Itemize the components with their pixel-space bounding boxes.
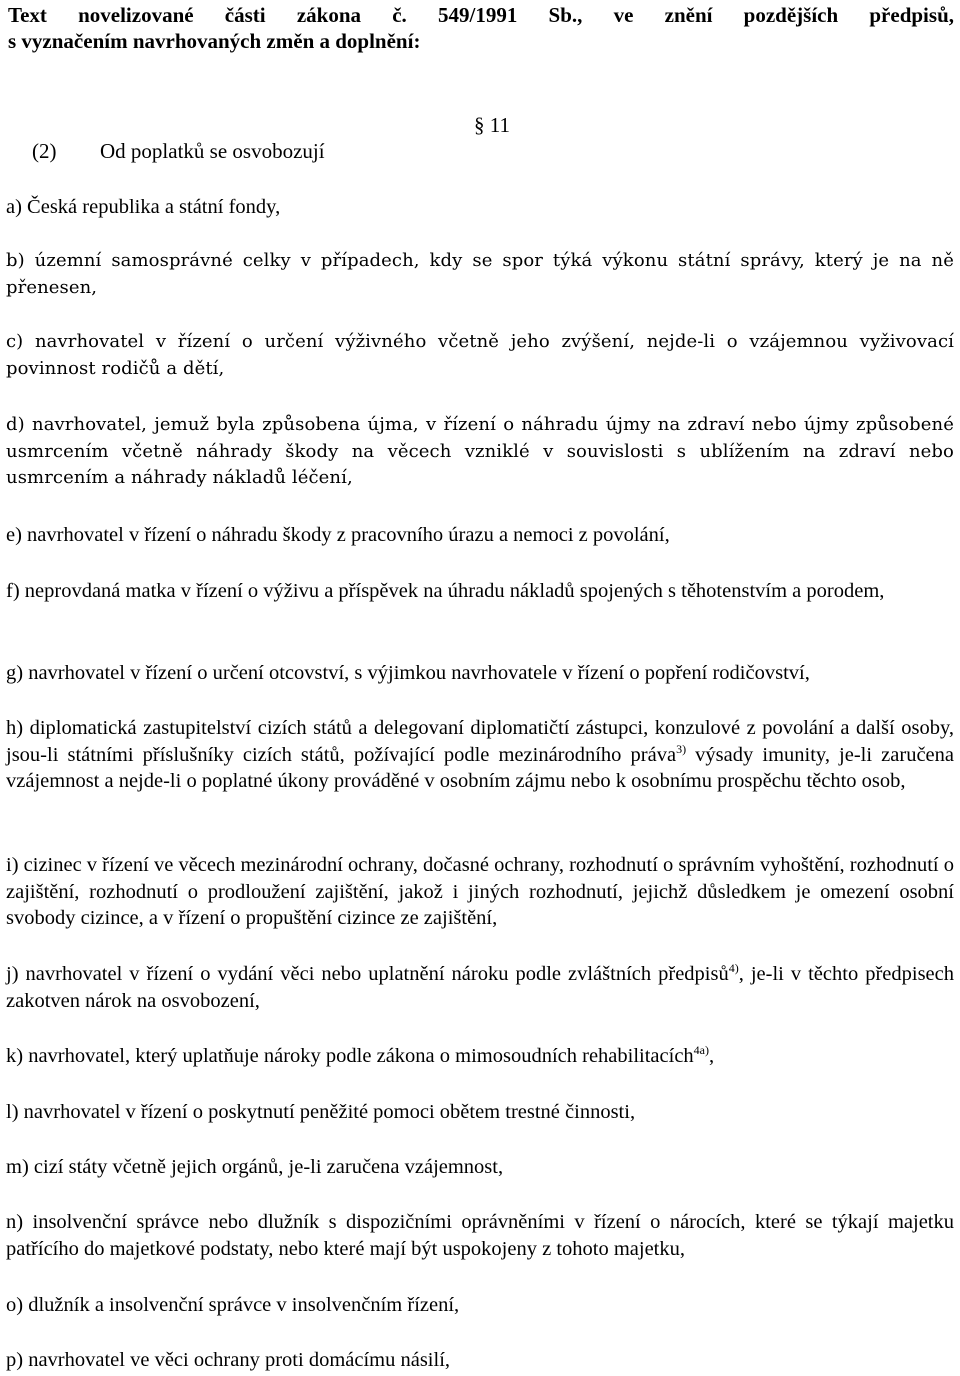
list-item-o: o) dlužník a insolvenční správce v insolvenčním řízení,	[6, 1294, 460, 1316]
footnote-ref-4: 4)	[728, 961, 739, 976]
list-item-k-text-end: ,	[709, 1045, 715, 1067]
list-item-j-text-end: , je-li v těchto předpisech zakotven nárok na osvobození,	[6, 963, 954, 1012]
list-item-h-text-end: výsady imunity, je-li zaručena vzájemnost a nejde-li o poplatné úkony prováděné v osobním zájmu nebo k osobnímu prospěchu těchto osob,	[6, 743, 954, 792]
list-item-k-text: k) navrhovatel, který uplatňuje nároky podle zákona o mimosoudních rehabilitacích	[6, 1045, 694, 1067]
document-heading	[8, 2, 954, 54]
list-item-a: a) Česká republika a státní fondy,	[6, 196, 281, 218]
list-item-j-text: j) navrhovatel v řízení o vydání věci nebo uplatnění nároku podle zvláštních předpisů	[6, 963, 729, 985]
list-item-m: m) cizí státy včetně jejich orgánů, je-li zaručena vzájemnost,	[6, 1156, 504, 1178]
paragraph-intro-text: Od poplatků se osvobozují	[100, 139, 325, 163]
list-item-p: p) navrhovatel ve věci ochrany proti domácímu násilí,	[6, 1349, 451, 1371]
list-item-b: b) územní samosprávné celky v případech, kdy se spor týká výkonu státní správy, který je na ně přenesen,	[6, 250, 954, 298]
section-number: § 11	[474, 113, 510, 137]
heading-line-2: s vyznačením navrhovaných změn a doplnění:	[8, 29, 421, 53]
list-item-c: c) navrhovatel v řízení o určení výživného včetně jeho zvýšení, nejde-li o vzájemnou vyživovací povinnost rodičů a dětí,	[6, 331, 954, 379]
list-item-i: i) cizinec v řízení ve věcech mezinárodní ochrany, dočasné ochrany, rozhodnutí o správním vyhoštění, rozhodnutí o zajištění, rozhodnutí o prodloužení zajištění, jakož i jiných rozhodnutí, jejichž důsledkem je omezení osobní svobody cizince, a v řízení o propuštění cizince ze zajištění,	[6, 854, 954, 929]
list-item-n: n) insolvenční správce nebo dlužník s dispozičními oprávněními v řízení o nárocích, které se týkají majetku patřícího do majetkové podstaty, nebo které mají být uspokojeny z tohoto majetku,	[6, 1211, 954, 1260]
list-item-k	[6, 1043, 954, 1070]
list-item-h	[6, 715, 954, 795]
paragraph-number: (2)	[32, 139, 57, 163]
heading-line-1: Text novelizované části zákona č. 549/1991 Sb., ve znění pozdějších předpisů,	[8, 3, 954, 27]
list-item-g: g) navrhovatel v řízení o určení otcovství, s výjimkou navrhovatele v řízení o popření rodičovství,	[6, 662, 810, 684]
paragraph-intro	[32, 138, 325, 164]
list-item-f: f) neprovdaná matka v řízení o výživu a příspěvek na úhradu nákladů spojených s těhotenstvím a porodem,	[6, 580, 885, 602]
list-item-j	[6, 961, 954, 1014]
footnote-ref-4a: 4a)	[693, 1043, 709, 1058]
list-item-e: e) navrhovatel v řízení o náhradu škody z pracovního úrazu a nemoci z povolání,	[6, 524, 670, 546]
footnote-ref-3: 3)	[676, 741, 687, 756]
list-item-l: l) navrhovatel v řízení o poskytnutí peněžité pomoci obětem trestné činnosti,	[6, 1101, 636, 1123]
list-item-d: d) navrhovatel, jemuž byla způsobena újma, v řízení o náhradu újmy na zdraví nebo újmy způsobené usmrcením včetně náhrady škody na věcech vzniklé v souvislosti s ublížením na zdraví nebo usmrcením a náhrady nákladů léčení,	[6, 414, 954, 488]
list-item-h-text: h) diplomatická zastupitelství cizích států a delegovaní diplomatičtí zástupci, konzulové z povolání a další osoby, jsou-li státními příslušníky cizích států, požívající podle mezinárodního práva	[6, 717, 954, 766]
